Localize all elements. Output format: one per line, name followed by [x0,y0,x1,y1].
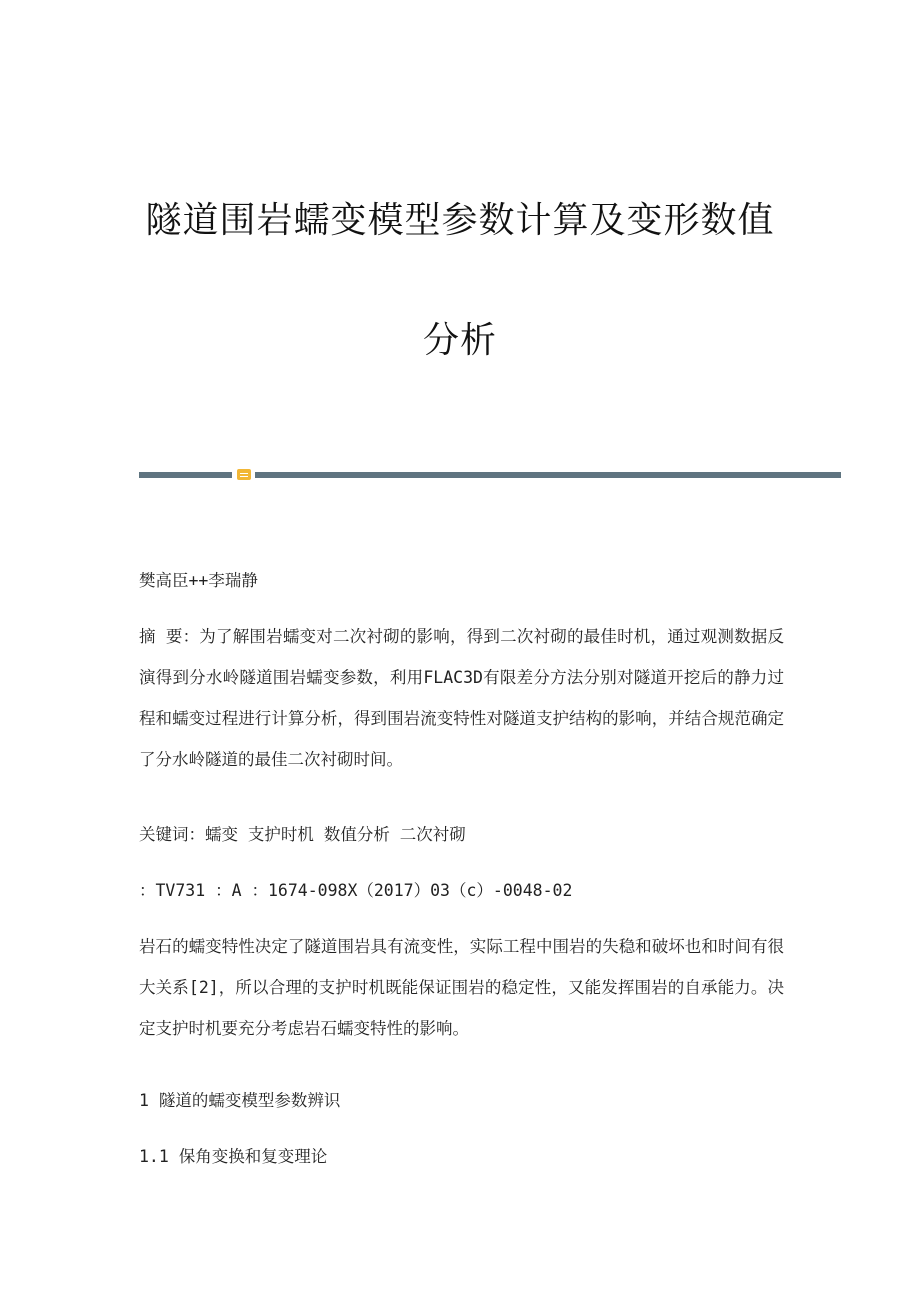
title-divider [139,468,841,482]
authors: 樊高臣++李瑞静 [139,571,258,590]
document-title-line-2: 分析 [422,320,497,361]
divider-badge-icon [237,469,251,480]
keywords: 关键词：蠕变 支护时机 数值分析 二次衬砌 [139,825,466,844]
divider-bar-left [139,472,232,478]
abstract: 摘 要：为了解围岩蠕变对二次衬砌的影响，得到二次衬砌的最佳时机，通过观测数据反演得到分水岭隧道围岩蠕变参数，利用FLAC3D有限差分方法分别对隧道开挖后的静力过程和蠕变过程进行计算分析，得到围岩流变特性对隧道支护结构的影响，并结合规范确定了分水岭隧道的最佳二次衬砌时间。 [139,627,784,769]
body-paragraph: 岩石的蠕变特性决定了隧道围岩具有流变性，实际工程中围岩的失稳和破坏也和时间有很大关系[2]，所以合理的支护时机既能保证围岩的稳定性，又能发挥围岩的自承能力。决定支护时机要充分考虑岩石蠕变特性的影响。 [139,937,784,1038]
section-heading-1-1: 1.1 保角变换和复变理论 [139,1147,328,1166]
classification-codes: ：TV731 ：A ：1674-098X（2017）03（c）-0048-02 [139,881,573,900]
divider-bar-right [255,472,841,478]
section-heading-1: 1 隧道的蠕变模型参数辨识 [139,1091,341,1110]
document-title-line-1: 隧道围岩蠕变模型参数计算及变形数值 [145,200,775,241]
